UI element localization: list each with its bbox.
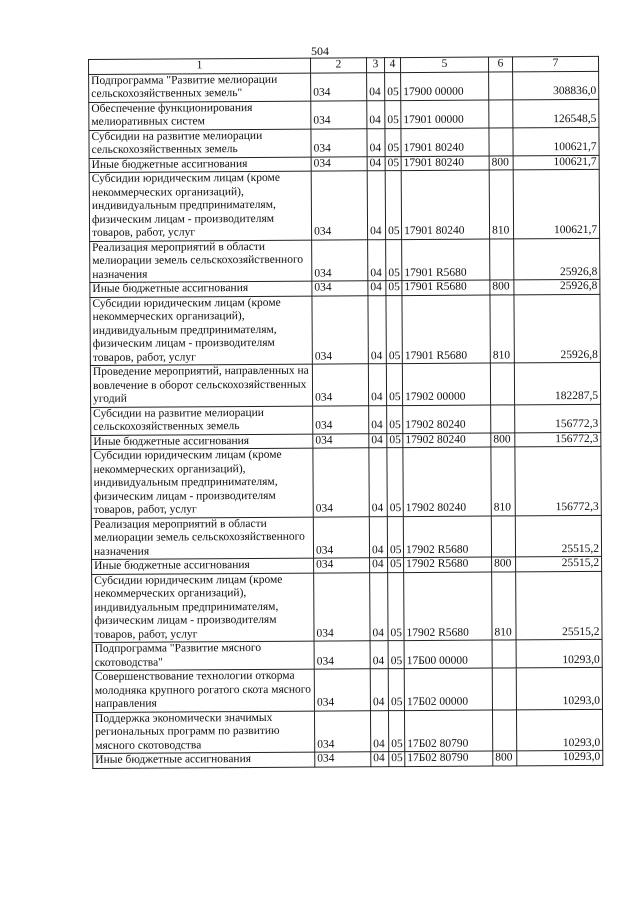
subsection-code-cell: 05 bbox=[385, 128, 401, 156]
target-article-code-cell: 17900 00000 bbox=[401, 72, 489, 101]
section-code-cell: 04 bbox=[367, 72, 385, 100]
table-row bbox=[92, 667, 602, 712]
amount-cell: 100621,7 bbox=[513, 155, 599, 170]
page-number: 504 bbox=[311, 44, 329, 58]
section-code-cell: 04 bbox=[367, 100, 385, 128]
header-cell: 3 bbox=[366, 58, 384, 73]
section-code-cell: 04 bbox=[369, 448, 387, 517]
ministry-code-cell: 034 bbox=[314, 641, 370, 669]
expense-type-code-cell bbox=[492, 668, 516, 710]
expense-type-code-cell bbox=[491, 404, 515, 432]
expense-type-code-cell bbox=[492, 640, 516, 668]
table-row bbox=[89, 169, 599, 241]
row-name-cell: Совершенствование технологии откорма молодняка крупного рогатого скота мясного направления bbox=[92, 669, 314, 712]
ministry-code-cell: 034 bbox=[314, 669, 370, 711]
amount-cell: 156772,3 bbox=[515, 404, 601, 433]
expense-type-code-cell: 800 bbox=[493, 751, 517, 766]
section-code-cell: 04 bbox=[368, 281, 386, 296]
amount-cell: 100621,7 bbox=[513, 127, 599, 156]
header-cell: 1 bbox=[89, 58, 311, 74]
target-article-code-cell: 17Б00 00000 bbox=[404, 640, 492, 669]
ministry-code-cell: 034 bbox=[311, 156, 367, 171]
row-name-cell: Поддержка экономически значимых региональных программ по развитию мясного скотоводства bbox=[92, 711, 314, 754]
ministry-code-cell: 034 bbox=[311, 171, 367, 240]
section-code-cell: 04 bbox=[367, 156, 385, 171]
row-name-cell: Подпрограмма "Развитие мясного скотоводства" bbox=[92, 641, 314, 670]
section-code-cell: 04 bbox=[369, 405, 387, 433]
row-name-cell: Субсидии юридическим лицам (кроме некоммерческих организаций), индивидуальным предпринимателям, физическим лицам - производителям товаров, работ, услуг bbox=[92, 573, 314, 643]
table-row bbox=[91, 515, 601, 560]
budget-table bbox=[88, 56, 603, 769]
ministry-code-cell: 034 bbox=[312, 295, 368, 364]
ministry-code-cell: 034 bbox=[313, 405, 369, 433]
header-cell: 6 bbox=[488, 57, 512, 72]
row-name-cell: Реализация мероприятий в области мелиорации земель сельскохозяйственного назначения bbox=[90, 240, 312, 283]
amount-cell: 156772,3 bbox=[515, 432, 601, 447]
subsection-code-cell: 05 bbox=[385, 100, 401, 128]
subsection-code-cell: 05 bbox=[387, 405, 403, 433]
target-article-code-cell: 17902 R5680 bbox=[403, 516, 491, 558]
expense-type-code-cell: 810 bbox=[492, 571, 516, 640]
section-code-cell: 04 bbox=[370, 558, 388, 573]
amount-cell: 126548,5 bbox=[513, 99, 599, 128]
ministry-code-cell: 034 bbox=[313, 448, 369, 517]
target-article-code-cell: 17901 80240 bbox=[401, 170, 489, 239]
row-name-cell: Реализация мероприятий в области мелиорации земель сельскохозяйственного назначения bbox=[91, 517, 313, 560]
amount-cell: 308836,0 bbox=[513, 71, 599, 100]
expense-type-code-cell bbox=[489, 127, 513, 155]
table-row bbox=[92, 639, 602, 670]
ministry-code-cell: 034 bbox=[312, 281, 368, 296]
table-row bbox=[90, 238, 600, 283]
row-name-cell: Иные бюджетные ассигнования bbox=[90, 281, 312, 297]
amount-cell: 25926,8 bbox=[514, 238, 600, 280]
table-row bbox=[90, 294, 600, 366]
section-code-cell: 04 bbox=[370, 572, 388, 641]
expense-type-code-cell: 800 bbox=[492, 557, 516, 572]
amount-cell: 25515,2 bbox=[516, 556, 602, 571]
amount-cell: 156772,3 bbox=[515, 446, 601, 515]
amount-cell: 100621,7 bbox=[513, 169, 599, 238]
target-article-code-cell: 17Б02 80790 bbox=[405, 751, 493, 766]
header-cell: 5 bbox=[400, 57, 488, 72]
row-name-cell: Субсидии на развитие мелиорации сельскохозяйственных земель bbox=[91, 406, 313, 435]
target-article-code-cell: 17902 80240 bbox=[403, 447, 491, 516]
expense-type-code-cell bbox=[492, 709, 516, 751]
target-article-code-cell: 17901 R5680 bbox=[402, 280, 490, 295]
subsection-code-cell: 05 bbox=[385, 171, 401, 240]
ministry-code-cell: 034 bbox=[314, 572, 370, 641]
ministry-code-cell: 034 bbox=[315, 752, 371, 767]
expense-type-code-cell: 810 bbox=[490, 294, 514, 363]
section-code-cell: 04 bbox=[371, 752, 389, 767]
row-name-cell: Иные бюджетные ассигнования bbox=[92, 558, 314, 574]
row-name-cell: Обеспечение функционирования мелиоративных систем bbox=[89, 101, 311, 130]
subsection-code-cell: 05 bbox=[386, 239, 402, 281]
section-code-cell: 04 bbox=[368, 239, 386, 281]
expense-type-code-cell bbox=[490, 238, 514, 280]
section-code-cell: 04 bbox=[370, 641, 388, 669]
subsection-code-cell: 05 bbox=[388, 710, 404, 752]
row-name-cell: Субсидии юридическим лицам (кроме некоммерческих организаций), индивидуальным предпринимателям, физическим лицам - производителям товаров, работ, услуг bbox=[90, 296, 312, 366]
amount-cell: 25926,8 bbox=[514, 294, 600, 363]
ministry-code-cell: 034 bbox=[312, 239, 368, 281]
ministry-code-cell: 034 bbox=[313, 433, 369, 448]
expense-type-code-cell: 810 bbox=[491, 447, 515, 516]
subsection-code-cell: 05 bbox=[386, 364, 402, 406]
expense-type-code-cell: 800 bbox=[491, 432, 515, 447]
amount-cell: 10293,0 bbox=[516, 639, 602, 668]
section-code-cell: 04 bbox=[368, 295, 386, 364]
expense-type-code-cell bbox=[489, 99, 513, 127]
subsection-code-cell: 05 bbox=[389, 752, 405, 767]
section-code-cell: 04 bbox=[367, 171, 385, 240]
ministry-code-cell: 034 bbox=[311, 72, 367, 100]
target-article-code-cell: 17901 80240 bbox=[401, 156, 489, 171]
ministry-code-cell: 034 bbox=[314, 558, 370, 573]
row-name-cell: Субсидии юридическим лицам (кроме некоммерческих организаций), индивидуальным предпринимателям, физическим лицам - производителям товаров, работ, услуг bbox=[91, 448, 313, 518]
row-name-cell: Субсидии юридическим лицам (кроме некоммерческих организаций), индивидуальным предпринимателям, физическим лицам - производителям товаров, работ, услуг bbox=[89, 171, 311, 241]
target-article-code-cell: 17Б02 00000 bbox=[404, 668, 492, 710]
target-article-code-cell: 17902 R5680 bbox=[404, 572, 492, 641]
amount-cell: 25515,2 bbox=[515, 515, 601, 557]
ministry-code-cell: 034 bbox=[314, 710, 370, 752]
section-code-cell: 04 bbox=[369, 433, 387, 448]
table-row bbox=[92, 709, 602, 754]
expense-type-code-cell: 800 bbox=[489, 155, 513, 170]
target-article-code-cell: 17902 R5680 bbox=[404, 557, 492, 572]
target-article-code-cell: 17901 00000 bbox=[401, 100, 489, 129]
expense-type-code-cell bbox=[490, 363, 514, 405]
section-code-cell: 04 bbox=[367, 128, 385, 156]
table-row bbox=[91, 446, 601, 518]
header-cell: 2 bbox=[310, 58, 366, 73]
amount-cell: 10293,0 bbox=[516, 709, 602, 751]
subsection-code-cell: 05 bbox=[385, 72, 401, 100]
table-body bbox=[89, 71, 603, 768]
expense-type-code-cell: 800 bbox=[490, 280, 514, 295]
expense-type-code-cell bbox=[489, 71, 513, 99]
section-code-cell: 04 bbox=[369, 516, 387, 558]
header-cell: 7 bbox=[512, 56, 598, 71]
amount-cell: 10293,0 bbox=[517, 750, 603, 765]
table-row bbox=[91, 404, 601, 435]
amount-cell: 182287,5 bbox=[514, 362, 600, 404]
row-name-cell: Иные бюджетные ассигнования bbox=[89, 157, 311, 173]
table-row bbox=[89, 99, 599, 130]
target-article-code-cell: 17902 00000 bbox=[402, 363, 490, 405]
row-name-cell: Иные бюджетные ассигнования bbox=[91, 434, 313, 450]
ministry-code-cell: 034 bbox=[312, 364, 368, 406]
row-name-cell: Иные бюджетные ассигнования bbox=[93, 752, 315, 768]
section-code-cell: 04 bbox=[370, 710, 388, 752]
amount-cell: 10293,0 bbox=[516, 667, 602, 709]
target-article-code-cell: 17902 80240 bbox=[403, 433, 491, 448]
target-article-code-cell: 17Б02 80790 bbox=[404, 710, 492, 752]
amount-cell: 25926,8 bbox=[514, 279, 600, 294]
subsection-code-cell: 05 bbox=[386, 281, 402, 296]
subsection-code-cell: 05 bbox=[388, 641, 404, 669]
row-name-cell: Проведение мероприятий, направленных на вовлечение в оборот сельскохозяйственных угодий bbox=[90, 364, 312, 407]
row-name-cell: Подпрограмма "Развитие мелиорации сельскохозяйственных земель" bbox=[89, 73, 311, 102]
table-row bbox=[89, 127, 599, 158]
subsection-code-cell: 05 bbox=[386, 295, 402, 364]
target-article-code-cell: 17901 80240 bbox=[401, 128, 489, 157]
section-code-cell: 04 bbox=[368, 364, 386, 406]
table-row bbox=[90, 362, 600, 407]
subsection-code-cell: 05 bbox=[387, 448, 403, 517]
ministry-code-cell: 034 bbox=[313, 516, 369, 558]
table-row bbox=[89, 71, 599, 102]
header-cell: 4 bbox=[384, 58, 400, 73]
subsection-code-cell: 05 bbox=[388, 669, 404, 711]
ministry-code-cell: 034 bbox=[311, 100, 367, 128]
subsection-code-cell: 05 bbox=[388, 572, 404, 641]
expense-type-code-cell bbox=[491, 515, 515, 557]
subsection-code-cell: 05 bbox=[388, 558, 404, 573]
subsection-code-cell: 05 bbox=[385, 156, 401, 171]
row-name-cell: Субсидии на развитие мелиорации сельскохозяйственных земель bbox=[89, 129, 311, 158]
subsection-code-cell: 05 bbox=[387, 516, 403, 558]
table-row bbox=[92, 571, 602, 643]
amount-cell: 25515,2 bbox=[516, 571, 602, 640]
ministry-code-cell: 034 bbox=[311, 128, 367, 156]
target-article-code-cell: 17901 R5680 bbox=[402, 239, 490, 281]
subsection-code-cell: 05 bbox=[387, 433, 403, 448]
expense-type-code-cell: 810 bbox=[489, 170, 513, 239]
table-row bbox=[93, 750, 603, 768]
section-code-cell: 04 bbox=[370, 669, 388, 711]
target-article-code-cell: 17901 R5680 bbox=[402, 295, 490, 364]
target-article-code-cell: 17902 80240 bbox=[403, 405, 491, 434]
